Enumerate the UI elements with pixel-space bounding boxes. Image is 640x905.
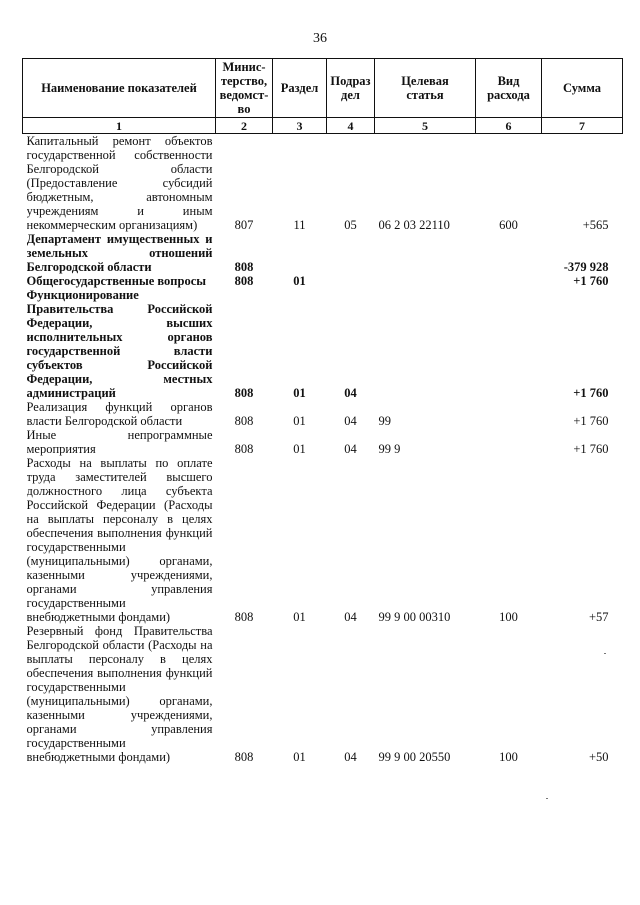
table-row	[23, 400, 623, 428]
cell-target: 99 9 00 00310	[378, 610, 451, 624]
name-line: Иные непрограммные	[26, 428, 213, 442]
header-expense-type: Вид расхода	[476, 59, 542, 118]
name-line: учреждениям и иным	[26, 204, 213, 218]
cell-ministry: 807	[234, 218, 254, 232]
cell-subsection: 04	[344, 750, 357, 764]
name-line: исполнительных органов	[26, 330, 213, 344]
cell-target: 99 9 00 20550	[378, 750, 451, 764]
table-row	[23, 624, 623, 764]
cell-target: 99	[378, 414, 391, 428]
cell-target: 06 2 03 22110	[378, 218, 450, 232]
name-line: земельных отношений	[26, 246, 213, 260]
cell-ministry: 808	[234, 274, 254, 288]
name-line: Российской Федерации (Расходы	[26, 498, 213, 512]
cell-section: 01	[293, 386, 306, 400]
name-line: государственными	[26, 540, 126, 554]
name-line: органами управления	[26, 722, 213, 736]
cell-target	[375, 274, 476, 288]
cell-ministry: 808	[234, 750, 254, 764]
name-line: Белгородской области (Расходы на	[26, 638, 213, 652]
column-number: 6	[476, 118, 542, 134]
header-sum: Сумма	[542, 59, 623, 118]
cell-subsection	[327, 274, 375, 288]
cell-expense-type: 600	[499, 218, 518, 232]
column-number: 5	[375, 118, 476, 134]
cell-target	[375, 288, 476, 400]
cell-target: 99 9	[378, 442, 401, 456]
cell-name	[23, 232, 216, 274]
header-section: Раздел	[273, 59, 327, 118]
name-line: Федерации, местных	[26, 372, 213, 386]
cell-expense-type	[476, 288, 542, 400]
cell-expense-type	[476, 428, 542, 456]
name-line: казенными учреждениями,	[26, 568, 213, 582]
cell-sum: -379 928	[563, 260, 609, 274]
cell-expense-type	[476, 274, 542, 288]
cell-name	[23, 400, 216, 428]
cell-ministry: 808	[234, 610, 254, 624]
scan-speck	[604, 653, 606, 654]
name-line: (муниципальными) органами,	[26, 554, 213, 568]
name-line: должностного лица субъекта	[26, 484, 213, 498]
cell-sum: +1 760	[573, 274, 609, 288]
cell-sum: +1 760	[573, 442, 609, 456]
cell-section: 01	[293, 274, 306, 288]
name-line: внебюджетными фондами)	[26, 750, 171, 764]
name-line: Белгородской области	[26, 260, 152, 274]
name-line: Расходы на выплаты по оплате	[26, 456, 213, 470]
cell-name	[23, 428, 216, 456]
table-body	[23, 134, 623, 765]
name-line: бюджетным, автономным	[26, 190, 213, 204]
cell-ministry: 808	[234, 260, 254, 274]
budget-table	[22, 58, 623, 764]
column-number: 4	[327, 118, 375, 134]
cell-ministry: 808	[234, 442, 254, 456]
name-line: труда заместителей высшего	[26, 470, 213, 484]
name-line: Белгородской области	[26, 162, 213, 176]
table-row	[23, 456, 623, 624]
name-line: Общегосударственные вопросы	[26, 274, 207, 288]
table-row	[23, 134, 623, 233]
column-number: 2	[216, 118, 273, 134]
cell-sum: +1 760	[573, 386, 609, 400]
name-line: государственной собственности	[26, 148, 213, 162]
name-line: органами управления	[26, 582, 213, 596]
header-target: Целевая статья	[375, 59, 476, 118]
header-row	[23, 59, 623, 118]
column-number: 3	[273, 118, 327, 134]
name-line: Функционирование	[26, 288, 139, 302]
cell-name	[23, 624, 216, 764]
header-ministry: Минис- терство, ведомст- во	[216, 59, 273, 118]
cell-section: 01	[293, 610, 306, 624]
name-line: обеспечения выполнения функций	[26, 526, 213, 540]
name-line: Резервный фонд Правительства	[26, 624, 213, 638]
name-line: некоммерческим организациям)	[26, 218, 198, 232]
cell-expense-type	[476, 400, 542, 428]
name-line: Капитальный ремонт объектов	[26, 134, 213, 148]
cell-sum: +565	[582, 218, 609, 232]
name-line: Реализация функций органов	[26, 400, 213, 414]
cell-subsection: 05	[344, 218, 357, 232]
name-line: мероприятия	[26, 442, 96, 456]
table-row	[23, 288, 623, 400]
column-number: 1	[23, 118, 216, 134]
table-row	[23, 232, 623, 274]
cell-subsection	[327, 232, 375, 274]
cell-sum: +1 760	[573, 414, 609, 428]
header-name: Наименование показателей	[23, 59, 216, 118]
cell-name	[23, 456, 216, 624]
cell-sum: +50	[588, 750, 609, 764]
cell-section: 11	[293, 218, 306, 232]
name-line: на выплаты персоналу в целях	[26, 512, 213, 526]
cell-section	[273, 232, 327, 274]
cell-section: 01	[293, 750, 306, 764]
cell-ministry: 808	[234, 386, 254, 400]
name-line: (муниципальными) органами,	[26, 694, 213, 708]
cell-subsection: 04	[344, 442, 357, 456]
cell-expense-type: 100	[499, 610, 518, 624]
cell-subsection: 04	[344, 414, 357, 428]
scan-speck	[546, 798, 548, 799]
header-subsection: Подраз дел	[327, 59, 375, 118]
name-line: государственной власти	[26, 344, 213, 358]
cell-expense-type: 100	[499, 750, 518, 764]
name-line: государственными	[26, 680, 126, 694]
name-line: субъектов Российской	[26, 358, 213, 372]
name-line: (Предоставление субсидий	[26, 176, 213, 190]
cell-section: 01	[293, 442, 306, 456]
name-line: Федерации, высших	[26, 316, 213, 330]
cell-target	[375, 232, 476, 274]
name-line: государственными	[26, 596, 126, 610]
cell-expense-type	[476, 232, 542, 274]
name-line: Департамент имущественных и	[26, 232, 213, 246]
cell-sum: +57	[588, 610, 609, 624]
name-line: власти Белгородской области	[26, 414, 183, 428]
cell-name	[23, 274, 216, 288]
cell-subsection: 04	[344, 610, 357, 624]
name-line: государственными	[26, 736, 126, 750]
cell-name	[23, 288, 216, 400]
name-line: Правительства Российской	[26, 302, 213, 316]
cell-subsection: 04	[344, 386, 357, 400]
column-number: 7	[542, 118, 623, 134]
page-number: 36	[313, 31, 327, 46]
name-line: казенными учреждениями,	[26, 708, 213, 722]
name-line: обеспечения выполнения функций	[26, 666, 213, 680]
table-row	[23, 274, 623, 288]
cell-ministry: 808	[234, 414, 254, 428]
name-line: администраций	[26, 386, 116, 400]
name-line: внебюджетными фондами)	[26, 610, 171, 624]
cell-section: 01	[293, 414, 306, 428]
column-number-row	[23, 118, 623, 134]
cell-name	[23, 134, 216, 233]
table-row	[23, 428, 623, 456]
name-line: выплаты персоналу в целях	[26, 652, 213, 666]
